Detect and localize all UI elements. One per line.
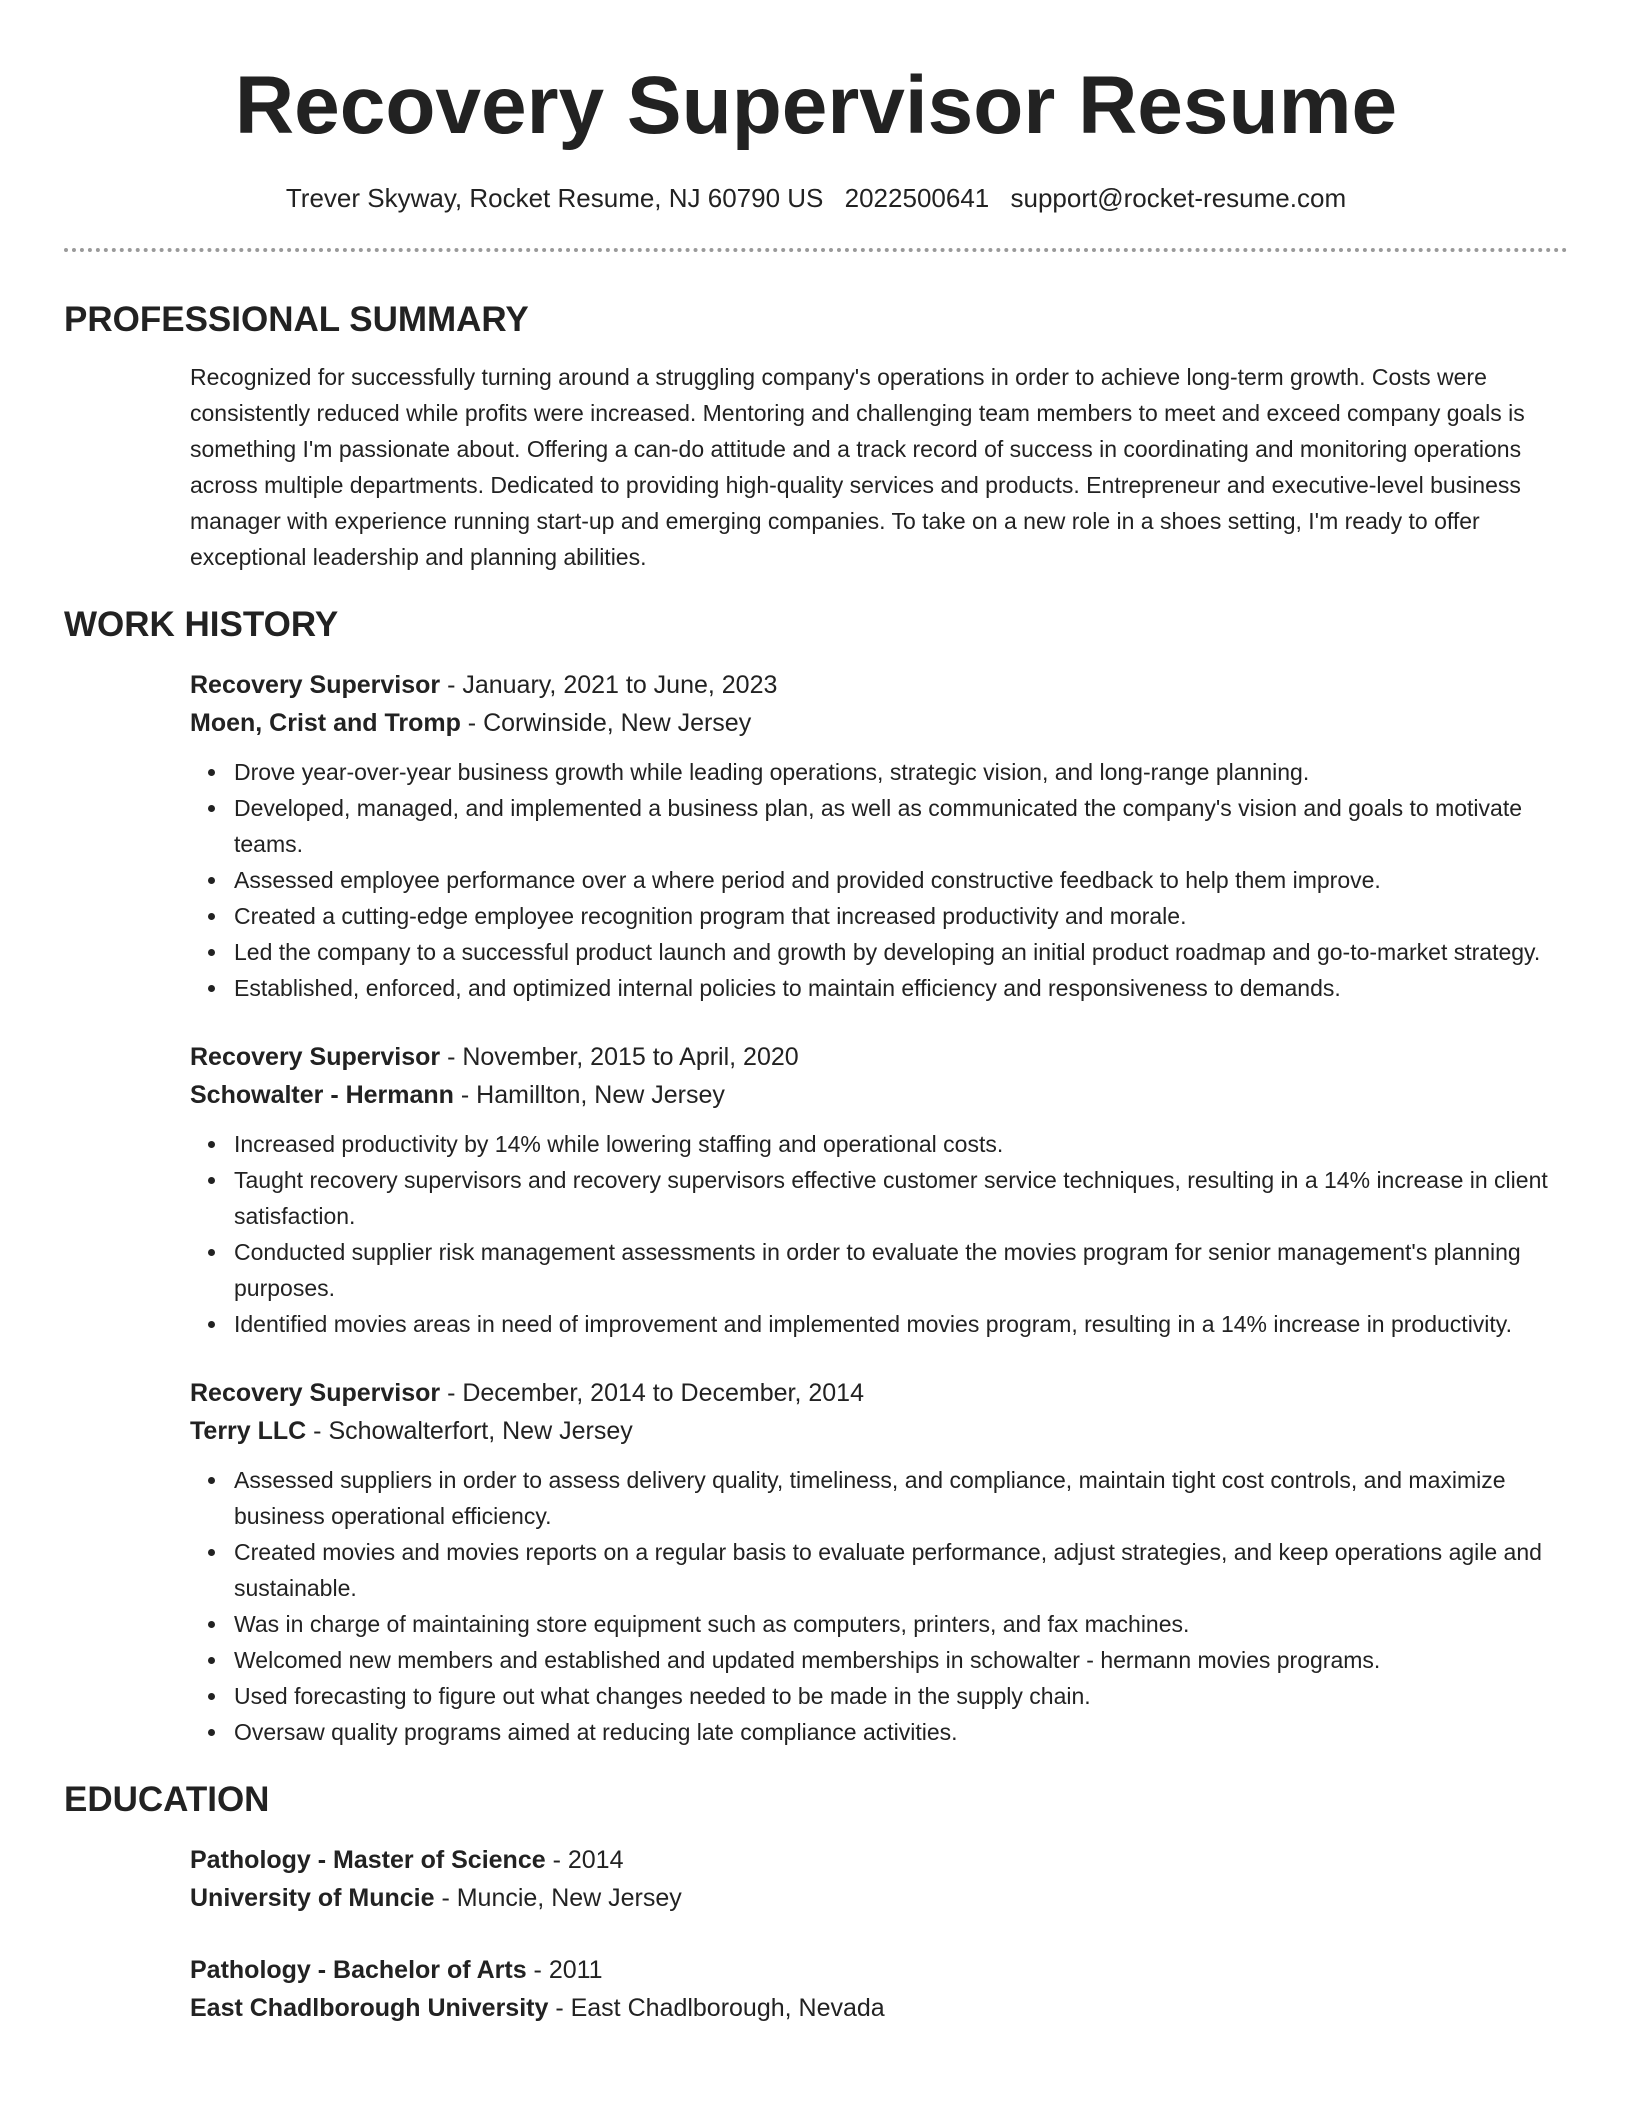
resume-page bbox=[64, 0, 1568, 2027]
work-history-heading: WORK HISTORY bbox=[64, 605, 339, 644]
job-title-line bbox=[190, 666, 1568, 704]
job-bullet: Created movies and movies reports on a regular basis to evaluate performance, adjust strategies, and keep operations agile and sustainable. bbox=[234, 1534, 1568, 1606]
education-year: - 2014 bbox=[545, 1846, 624, 1874]
job-location: - Schowalterfort, New Jersey bbox=[306, 1417, 633, 1445]
job-bullets bbox=[190, 754, 1568, 1006]
job-company-line bbox=[190, 1412, 1568, 1450]
education-entry bbox=[190, 1841, 1568, 1917]
job-entry bbox=[190, 666, 1568, 1006]
education-heading: EDUCATION bbox=[64, 1780, 270, 1819]
contact-address: Trever Skyway, Rocket Resume, NJ 60790 US bbox=[285, 183, 824, 213]
summary-heading: PROFESSIONAL SUMMARY bbox=[64, 300, 529, 339]
job-company-line bbox=[190, 704, 1568, 742]
job-location: - Hamillton, New Jersey bbox=[453, 1081, 725, 1109]
job-bullet: Used forecasting to figure out what changes needed to be made in the supply chain. bbox=[234, 1678, 1568, 1714]
job-title-line bbox=[190, 1374, 1568, 1412]
education-school-line bbox=[190, 1989, 1568, 2027]
education-entry bbox=[190, 1951, 1568, 2027]
header-divider bbox=[64, 248, 1568, 252]
job-bullet: Increased productivity by 14% while lowering staffing and operational costs. bbox=[234, 1126, 1568, 1162]
contact-phone: 2022500641 bbox=[844, 183, 990, 213]
job-entry bbox=[190, 1374, 1568, 1750]
education-location: - Muncie, New Jersey bbox=[434, 1884, 682, 1912]
job-location: - Corwinside, New Jersey bbox=[460, 709, 752, 737]
job-company: Schowalter - Hermann bbox=[190, 1081, 454, 1109]
job-bullet: Taught recovery supervisors and recovery supervisors effective customer service techniques, resulting in a 14% increase in client satisfaction. bbox=[234, 1162, 1568, 1234]
job-bullet: Led the company to a successful product launch and growth by developing an initial product roadmap and go-to-market strategy. bbox=[234, 934, 1568, 970]
job-bullet: Conducted supplier risk management assessments in order to evaluate the movies program for senior management's planning purposes. bbox=[234, 1234, 1568, 1306]
education-school: East Chadlborough University bbox=[190, 1994, 549, 2022]
job-title: Recovery Supervisor bbox=[190, 1043, 441, 1071]
summary-text: Recognized for successfully turning around a struggling company's operations in order to achieve long-term growth. Costs were consistently reduced while profits were increased. Mentoring and challenging team members to meet and exceed company goals is something I'm passionate about. Offering a can-do attitude and a track record of success in coordinating and monitoring operations across multiple departments. Dedicated to providing high-quality services and products. Entrepreneur and executive-level business manager with experience running start-up and emerging companies. To take on a new role in a shoes setting, I'm ready to offer exceptional leadership and planning abilities. bbox=[190, 364, 1525, 570]
job-bullet: Created a cutting-edge employee recognition program that increased productivity and morale. bbox=[234, 898, 1568, 934]
education-section bbox=[190, 1841, 1568, 2027]
education-degree-line bbox=[190, 1841, 1568, 1879]
education-degree-line bbox=[190, 1951, 1568, 1989]
job-bullet: Oversaw quality programs aimed at reducing late compliance activities. bbox=[234, 1714, 1568, 1750]
job-company-line bbox=[190, 1076, 1568, 1114]
job-title-line bbox=[190, 1038, 1568, 1076]
job-bullet: Established, enforced, and optimized internal policies to maintain efficiency and responsiveness to demands. bbox=[234, 970, 1568, 1006]
job-dates: - November, 2015 to April, 2020 bbox=[440, 1043, 799, 1071]
job-bullets bbox=[190, 1126, 1568, 1342]
job-bullet: Welcomed new members and established and updated memberships in schowalter - hermann movies programs. bbox=[234, 1642, 1568, 1678]
education-degree: Pathology - Master of Science bbox=[190, 1846, 546, 1874]
job-bullet: Assessed employee performance over a where period and provided constructive feedback to help them improve. bbox=[234, 862, 1568, 898]
job-dates: - December, 2014 to December, 2014 bbox=[440, 1379, 864, 1407]
job-bullets bbox=[190, 1462, 1568, 1750]
education-year: - 2011 bbox=[526, 1956, 603, 1984]
job-bullet: Assessed suppliers in order to assess delivery quality, timeliness, and compliance, maintain tight cost controls, and maximize business operational efficiency. bbox=[234, 1462, 1568, 1534]
job-dates: - January, 2021 to June, 2023 bbox=[440, 671, 778, 699]
contact-line bbox=[64, 181, 1568, 215]
job-bullet: Drove year-over-year business growth while leading operations, strategic vision, and long-range planning. bbox=[234, 754, 1568, 790]
resume-title: Recovery Supervisor Resume bbox=[234, 60, 1398, 151]
work-history-section bbox=[190, 666, 1568, 1750]
education-degree: Pathology - Bachelor of Arts bbox=[190, 1956, 527, 1984]
job-bullet: Was in charge of maintaining store equipment such as computers, printers, and fax machines. bbox=[234, 1606, 1568, 1642]
education-location: - East Chadlborough, Nevada bbox=[548, 1994, 885, 2022]
job-bullet: Developed, managed, and implemented a business plan, as well as communicated the company's vision and goals to motivate teams. bbox=[234, 790, 1568, 862]
job-company: Terry LLC bbox=[190, 1417, 307, 1445]
job-bullet: Identified movies areas in need of improvement and implemented movies program, resulting in a 14% increase in productivity. bbox=[234, 1306, 1568, 1342]
education-school: University of Muncie bbox=[190, 1884, 435, 1912]
job-entry bbox=[190, 1038, 1568, 1342]
summary-section bbox=[190, 359, 1568, 575]
contact-email: support@rocket-resume.com bbox=[1010, 183, 1347, 213]
job-title: Recovery Supervisor bbox=[190, 1379, 441, 1407]
job-title: Recovery Supervisor bbox=[190, 671, 441, 699]
education-school-line bbox=[190, 1879, 1568, 1917]
job-company: Moen, Crist and Tromp bbox=[190, 709, 461, 737]
